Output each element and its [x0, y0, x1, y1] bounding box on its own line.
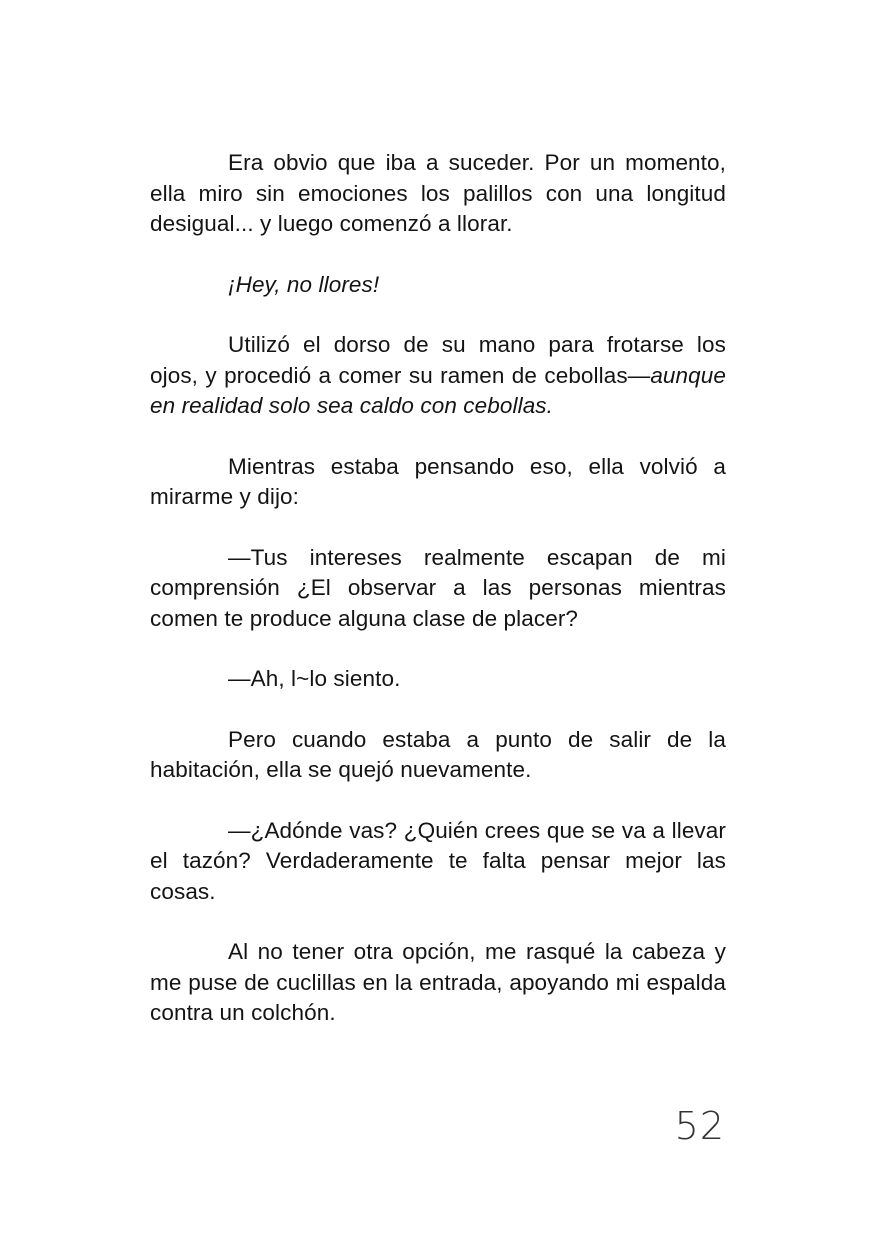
page-body [150, 148, 726, 1059]
paragraph-italic: ¡Hey, no llores! [228, 271, 380, 297]
paragraph: —¿Adónde vas? ¿Quién crees que se va a llevar el tazón? Verdaderamente te falta pensar mejor las cosas. [150, 817, 726, 904]
paragraph: Al no tener otra opción, me rasqué la cabeza y me puse de cuclillas en la entrada, apoyando mi espalda contra un colchón. [150, 939, 726, 1025]
paragraph [150, 330, 726, 422]
paragraph: Era obvio que iba a suceder. Por un momento, ella miro sin emociones los palillos con una longitud desigual... y luego comenzó a llorar. [150, 150, 726, 236]
page-number: 52 [674, 1104, 725, 1148]
paragraph-text: Utilizó el dorso de su mano para frotarse los ojos, y procedió a comer su ramen de cebollas— [150, 332, 726, 388]
paragraph-italic-text: aunque en realidad solo sea caldo con cebollas. [150, 362, 726, 418]
paragraph: —Ah, l~lo siento. [228, 666, 401, 691]
paragraph: Mientras estaba pensando eso, ella volvió a mirarme y dijo: [150, 453, 726, 509]
paragraph: —Tus intereses realmente escapan de mi comprensión ¿El observar a las personas mientras comen te produce alguna clase de placer? [150, 544, 726, 631]
paragraph: Pero cuando estaba a punto de salir de la habitación, ella se quejó nuevamente. [150, 726, 726, 782]
